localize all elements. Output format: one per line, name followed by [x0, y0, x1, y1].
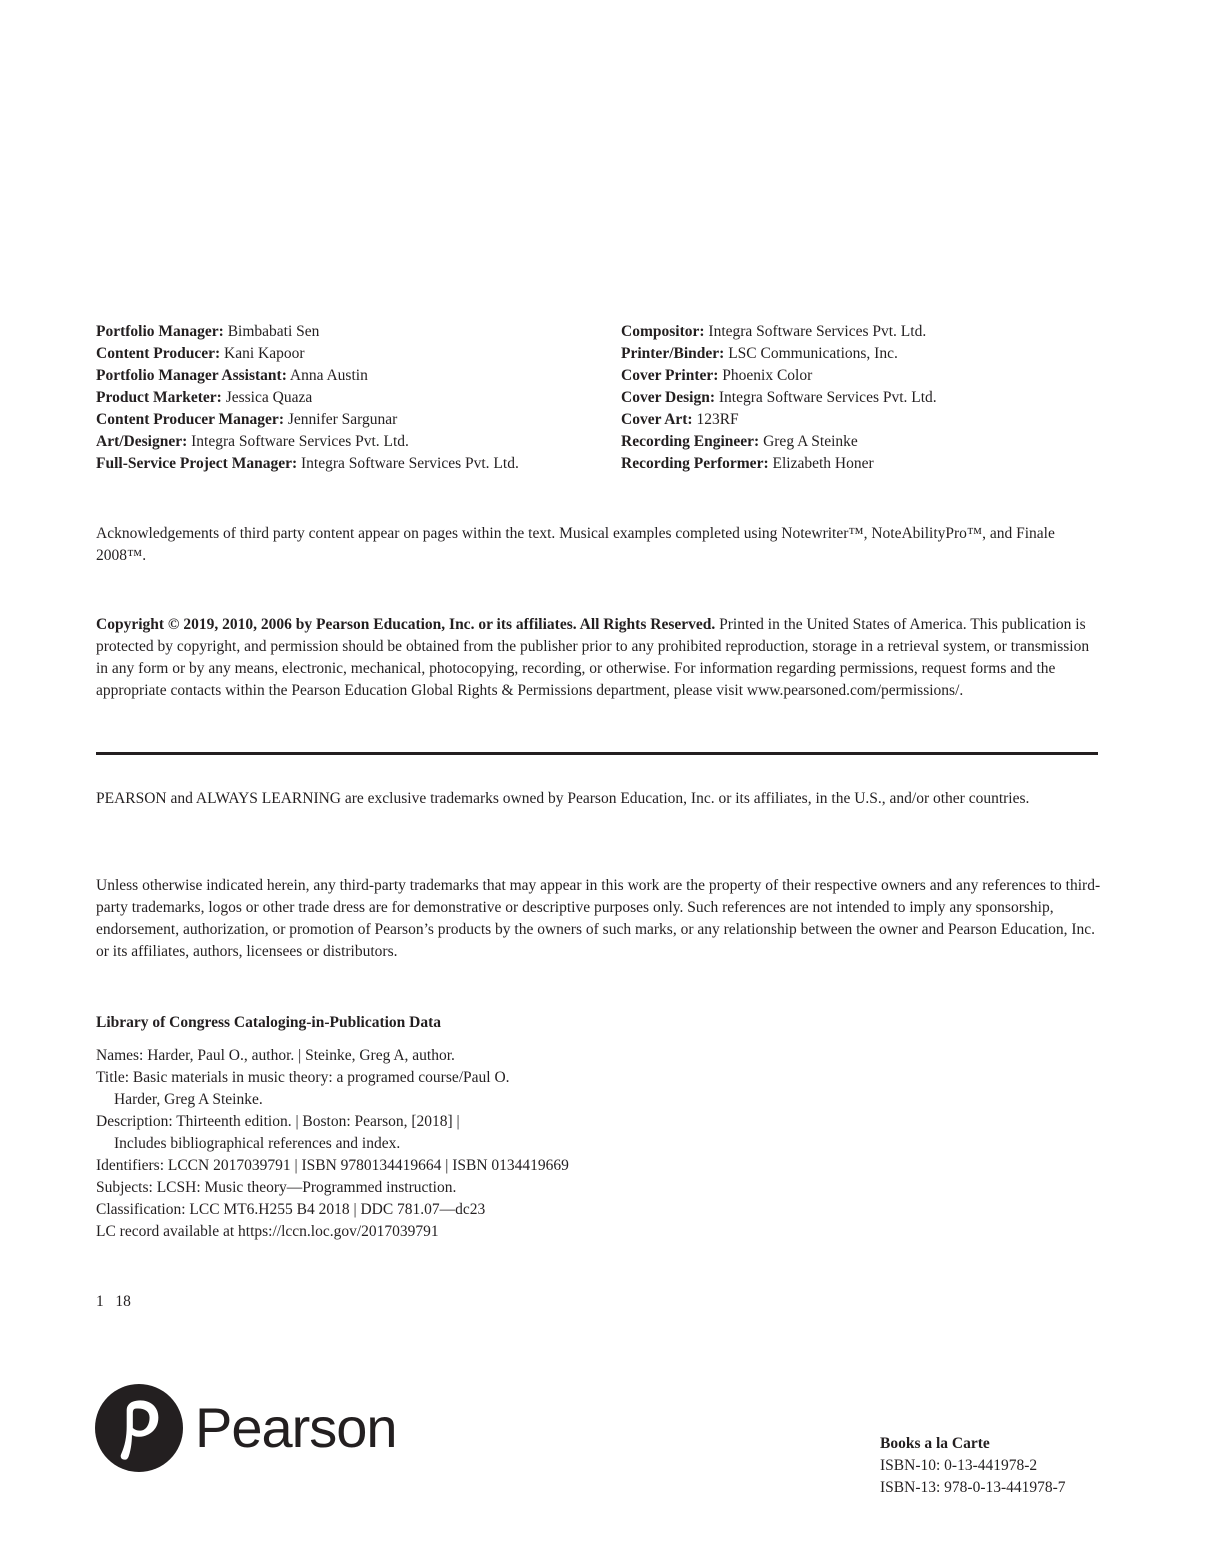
copyright-text: Printed in the United States of America. This publication is protected by copyright, and permission should be obtained from the publisher prior to any prohibited reproduction, storage in a retrieval system, or transmission in any form or by any means, electronic, mechanical, photocopying, recording, or otherwise. For information regarding permissions, request forms and the appropriate contacts within the Pearson Education Global Rights & Permissions department, please visit www.pearsoned.com/permissions/. — [96, 616, 1090, 699]
credit-row — [621, 453, 1101, 475]
credit-label: Cover Printer: — [621, 367, 719, 384]
credit-row — [96, 321, 616, 343]
credit-row — [621, 409, 1101, 431]
horizontal-rule — [96, 752, 1098, 755]
credit-value: Jennifer Sargunar — [287, 411, 398, 428]
credit-value: Integra Software Services Pvt. Ltd. — [708, 323, 927, 340]
cip-line: Includes bibliographical references and index. — [114, 1135, 401, 1152]
cip-line: Title: Basic materials in music theory: a programed course/Paul O. — [96, 1069, 510, 1086]
third-party-trademark-paragraph: Unless otherwise indicated herein, any third-party trademarks that may appear in this work are the property of their respective owners and any references to third-party trademarks, logos or other trade dress are for demonstrative or descriptive purposes only. Such references are not intended to imply any sponsorship, endorsement, authorization, or promotion of Pearson’s products by the owners of such marks, or any relationship between the owner and Pearson Education, Inc. or its affiliates, authors, licensees or distributors. — [96, 877, 1101, 960]
credit-row — [96, 365, 616, 387]
credit-row — [621, 387, 1101, 409]
credit-value: Jessica Quaza — [225, 389, 313, 406]
credit-value: Anna Austin — [289, 367, 368, 384]
credit-row — [96, 453, 616, 475]
print-line: 1 18 — [96, 1293, 131, 1310]
credit-value: 123RF — [696, 411, 739, 428]
credit-value: Integra Software Services Pvt. Ltd. — [718, 389, 937, 406]
cip-line: Identifiers: LCCN 2017039791 | ISBN 9780134419664 | ISBN 0134419669 — [96, 1157, 569, 1174]
credit-value: Phoenix Color — [722, 367, 813, 384]
isbn-title: Books a la Carte — [880, 1435, 990, 1452]
credit-row — [621, 321, 1101, 343]
credit-value: Kani Kapoor — [224, 345, 305, 362]
credit-value: Bimbabati Sen — [227, 323, 320, 340]
credit-row — [621, 365, 1101, 387]
credit-row — [96, 431, 616, 453]
acknowledgements-paragraph: Acknowledgements of third party content appear on pages within the text. Musical examples completed using Notewriter™, NoteAbilityPro™, and Finale 2008™. — [96, 525, 1055, 564]
cip-line: Names: Harder, Paul O., author. | Steinke, Greg A, author. — [96, 1047, 455, 1064]
credit-label: Art/Designer: — [96, 433, 188, 450]
credit-row — [96, 409, 616, 431]
credit-label: Portfolio Manager Assistant: — [96, 367, 287, 384]
pearson-trademark-paragraph: PEARSON and ALWAYS LEARNING are exclusive trademarks owned by Pearson Education, Inc. or its affiliates, in the U.S., and/or other countries. — [96, 790, 1030, 807]
cip-line: Subjects: LCSH: Music theory—Programmed instruction. — [96, 1179, 457, 1196]
credits-right-column — [621, 321, 1101, 475]
cip-line: LC record available at https://lccn.loc.gov/2017039791 — [96, 1223, 439, 1240]
isbn-13: ISBN-13: 978-0-13-441978-7 — [880, 1479, 1066, 1496]
credit-label: Cover Design: — [621, 389, 715, 406]
cip-heading: Library of Congress Cataloging-in-Publication Data — [96, 1014, 442, 1031]
copyright-notice: Copyright © 2019, 2010, 2006 by Pearson Education, Inc. or its affiliates. All Rights Reserved. — [96, 616, 716, 633]
pearson-logo — [95, 1384, 397, 1472]
isbn-block — [880, 1433, 1200, 1499]
pearson-logo-icon — [95, 1384, 183, 1472]
credit-label: Cover Art: — [621, 411, 693, 428]
credits-left-column — [96, 321, 616, 475]
cip-data-block — [96, 1045, 796, 1243]
credit-row — [621, 431, 1101, 453]
cip-line: Description: Thirteenth edition. | Boston: Pearson, [2018] | — [96, 1113, 460, 1130]
credit-value: Greg A Steinke — [763, 433, 858, 450]
cip-line: Classification: LCC MT6.H255 B4 2018 | DDC 781.07—dc23 — [96, 1201, 486, 1218]
credit-value: Elizabeth Honer — [772, 455, 874, 472]
credit-label: Printer/Binder: — [621, 345, 725, 362]
credit-label: Recording Engineer: — [621, 433, 760, 450]
cip-line: Harder, Greg A Steinke. — [114, 1091, 263, 1108]
credit-value: Integra Software Services Pvt. Ltd. — [191, 433, 409, 450]
credit-label: Product Marketer: — [96, 389, 222, 406]
isbn-10: ISBN-10: 0-13-441978-2 — [880, 1457, 1038, 1474]
credit-label: Portfolio Manager: — [96, 323, 224, 340]
credit-value: Integra Software Services Pvt. Ltd. — [301, 455, 519, 472]
credit-label: Content Producer Manager: — [96, 411, 284, 428]
pearson-wordmark: Pearson — [195, 1396, 397, 1459]
credit-row — [621, 343, 1101, 365]
credit-row — [96, 387, 616, 409]
credit-label: Compositor: — [621, 323, 705, 340]
copyright-paragraph — [96, 614, 1101, 702]
credit-label: Full-Service Project Manager: — [96, 455, 298, 472]
credit-label: Content Producer: — [96, 345, 221, 362]
credit-row — [96, 343, 616, 365]
credit-value: LSC Communications, Inc. — [728, 345, 898, 362]
credit-label: Recording Performer: — [621, 455, 769, 472]
